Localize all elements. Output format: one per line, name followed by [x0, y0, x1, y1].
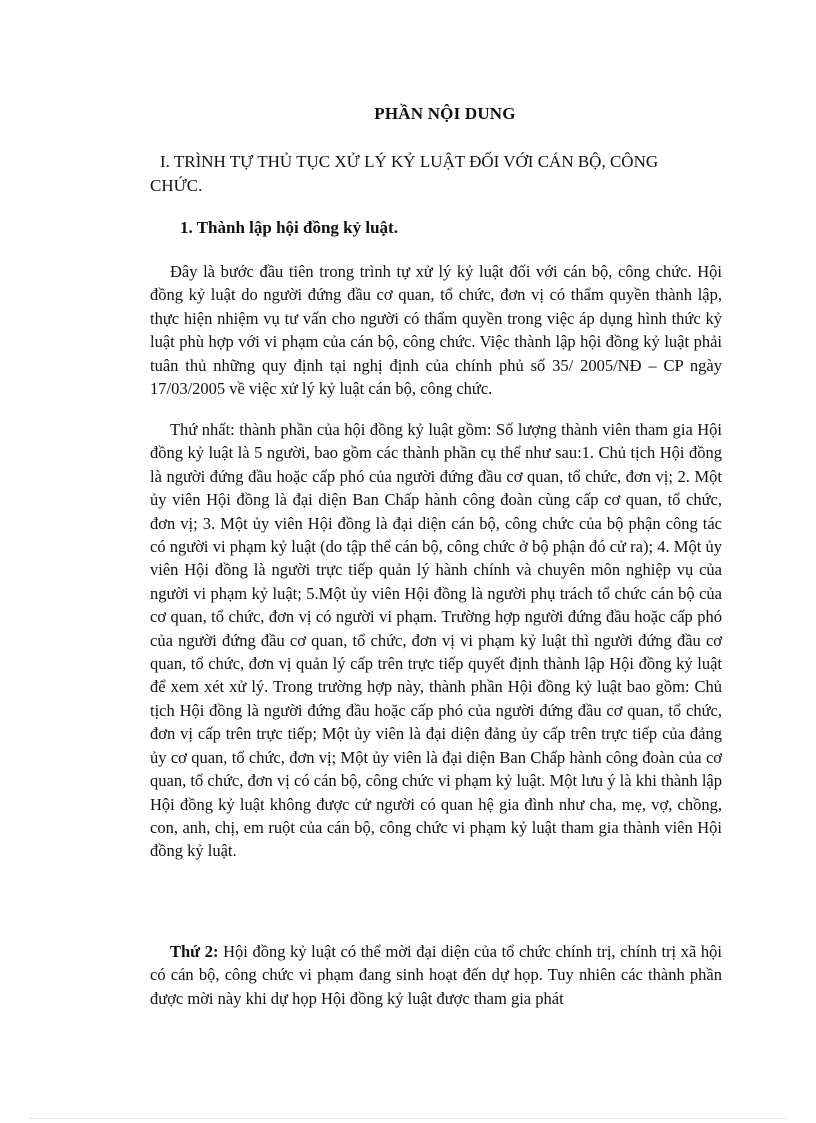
section-title: PHẦN NỘI DUNG: [374, 104, 516, 123]
chapter-heading-line-2: CHỨC.: [150, 176, 203, 195]
paragraph-intro: Đây là bước đầu tiên trong trình tự xử lý kỷ luật đối với cán bộ, công chức. Hội đồng kỷ luật do người đứng đầu cơ quan, tổ chức, đơn vị có thẩm quyền thành lập, thực hiện nhiệm vụ tư vấn cho người có thẩm quyền trong việc áp dụng hình thức kỷ luật phù hợp với vi phạm của cán bộ, công chức. Việc thành lập hội đồng kỷ luật phải tuân thủ những quy định tại nghị định của chính phủ số 35/ 2005/NĐ – CP ngày 17/03/2005 về việc xử lý kỷ luật cán bộ, công chức.: [150, 262, 722, 399]
chapter-heading-line-1: I. TRÌNH TỰ THỦ TỤC XỬ LÝ KỶ LUẬT ĐỐI VỚI CÁN BỘ, CÔNG: [160, 152, 659, 171]
paragraph-second-point-lead: Thứ 2:: [170, 942, 219, 961]
chapter-heading: [150, 150, 722, 198]
subsection-heading: 1. Thành lập hội đồng kỷ luật.: [180, 218, 398, 237]
page-bottom-divider: [30, 1118, 786, 1119]
paragraph-second-point: [150, 940, 722, 1010]
paragraph-second-point-body: Hội đồng kỷ luật có thể mời đại diện của tổ chức chính trị, chính trị xã hội có cán bộ, công chức vi phạm đang sinh hoạt đến dự họp. Tuy nhiên các thành phần được mời này khi dự họp Hội đồng kỷ luật được tham gia phát: [150, 942, 722, 1008]
paragraph-composition: Thứ nhất: thành phần của hội đồng kỷ luật gồm: Số lượng thành viên tham gia Hội đồng kỷ luật là 5 người, bao gồm các thành phần cụ thể như sau:1. Chủ tịch Hội đồng là người đứng đầu hoặc cấp phó của người đứng đầu cơ quan, tổ chức, đơn vị; 2. Một ủy viên Hội đồng là đại diện Ban Chấp hành công đoàn cùng cấp cơ quan, tổ chức, đơn vị; 3. Một ủy viên Hội đồng là đại diện cán bộ, công chức của bộ phận công tác có người vi phạm kỷ luật (do tập thể cán bộ, công chức ở bộ phận đó cử ra); 4. Một ủy viên Hội đồng là người trực tiếp quản lý hành chính và chuyên môn nghiệp vụ của người vi phạm kỷ luật; 5.Một ủy viên Hội đồng là người phụ trách tổ chức cán bộ của cơ quan, tổ chức, đơn vị có người vi phạm. Trường hợp người đứng đầu hoặc cấp phó của người đứng đầu cơ quan, tổ chức, đơn vị vi phạm kỷ luật thì người đứng đầu cơ quan, tổ chức, đơn vị quản lý cấp trên trực tiếp quyết định thành lập Hội đồng kỷ luật để xem xét xử lý. Trong trường hợp này, thành phần Hội đồng kỷ luật bao gồm: Chủ tịch Hội đồng là người đứng đầu hoặc cấp phó của người đứng đầu cơ quan, tổ chức, đơn vị cấp trên trực tiếp; Một ủy viên là đại diện đảng ủy cấp trên trực tiếp của đảng ủy cơ quan, tổ chức, đơn vị; Một ủy viên là đại diện Ban Chấp hành công đoàn của cơ quan, tổ chức, đơn vị có cán bộ, công chức vi phạm kỷ luật. Một lưu ý là khi thành lập Hội đồng kỷ luật không được cử người có quan hệ gia đình như cha, mẹ, vợ, chồng, con, anh, chị, em ruột của cán bộ, công chức vi phạm kỷ luật tham gia thành viên Hội đồng kỷ luật.: [150, 420, 722, 861]
